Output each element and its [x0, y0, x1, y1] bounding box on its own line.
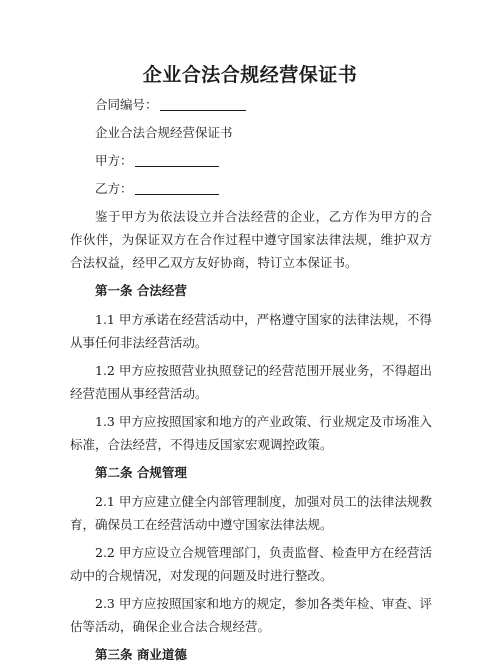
contract-number-blank — [160, 96, 246, 111]
document-name-line: 企业合法合规经营保证书 — [95, 125, 233, 140]
clause-1-1: 1.1 甲方承诺在经营活动中，严格遵守国家的法律法规，不得从事任何非法经营活动。 — [70, 312, 432, 350]
party-b-label: 乙方： — [95, 181, 133, 196]
clause-2-3: 2.3 甲方应按照国家和地方的规定，参加各类年检、审查、评估等活动，确保企业合法合规经营。 — [70, 596, 432, 634]
contract-number-label: 合同编号： — [95, 97, 158, 112]
clause-1-3: 1.3 甲方应按照国家和地方的产业政策、行业规定及市场准入标准，合法经营，不得违反国家宏观调控政策。 — [70, 414, 432, 452]
clause-2-2: 2.2 甲方应设立合规管理部门，负责监督、检查甲方在经营活动中的合规情况，对发现的问题及时进行整改。 — [70, 545, 432, 583]
party-a-blank — [135, 152, 219, 167]
clause-2-1: 2.1 甲方应建立健全内部管理制度，加强对员工的法律法规教育，确保员工在经营活动中遵守国家法律法规。 — [70, 494, 432, 532]
party-b-blank — [135, 180, 219, 195]
article-2-heading: 第二条 合规管理 — [95, 465, 187, 480]
document-title: 企业合法合规经营保证书 — [142, 64, 358, 86]
article-1-heading: 第一条 合法经营 — [95, 283, 187, 298]
party-a-line — [70, 149, 432, 172]
intro-paragraph: 鉴于甲方为依法设立并合法经营的企业，乙方作为甲方的合作伙伴，为保证双方在合作过程中遵守国家法律法规，维护双方合法权益，经甲乙双方友好协商，特订立本保证书。 — [70, 209, 432, 270]
party-b-line — [70, 177, 432, 200]
contract-number-line — [70, 93, 432, 116]
party-a-label: 甲方： — [95, 153, 133, 168]
clause-1-2: 1.2 甲方应按照营业执照登记的经营范围开展业务，不得超出经营范围从事经营活动。 — [70, 363, 432, 401]
article-3-heading: 第三条 商业道德 — [95, 647, 187, 662]
document-body — [70, 93, 432, 672]
